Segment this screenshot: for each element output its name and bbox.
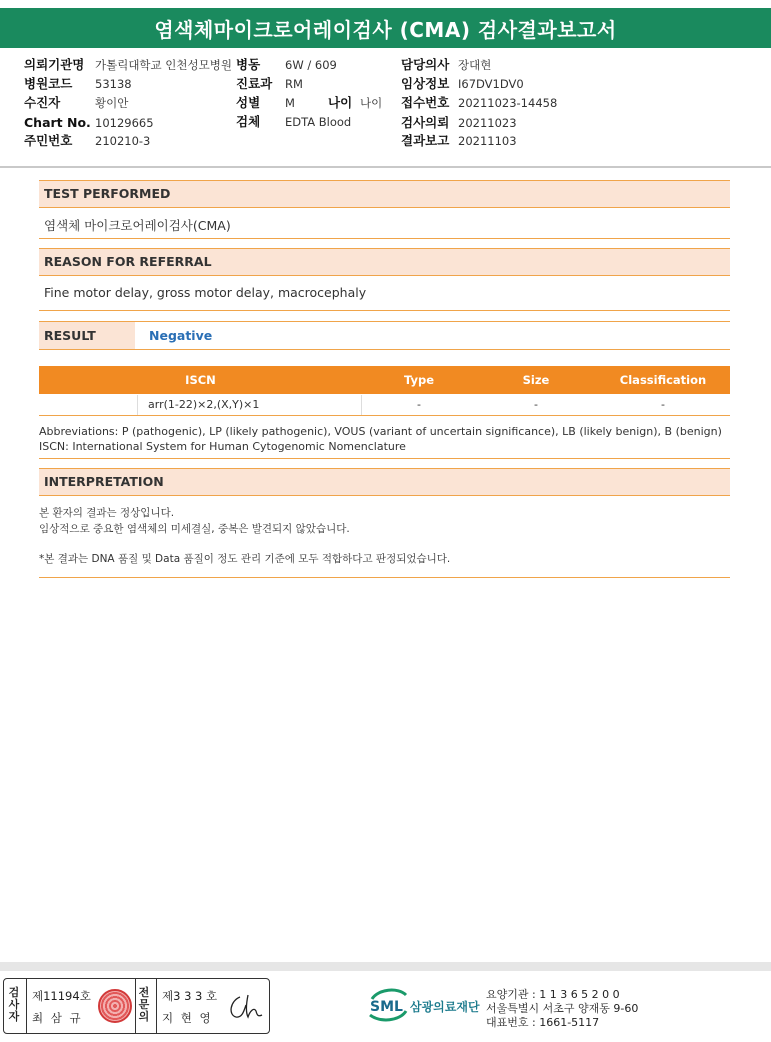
cell-size: - bbox=[534, 398, 538, 411]
sml-logo-icon bbox=[366, 985, 410, 1023]
test-performed-header: TEST PERFORMED bbox=[39, 180, 730, 208]
info-value: 20211023 bbox=[458, 116, 517, 130]
info-label: 담당의사 bbox=[401, 57, 450, 72]
info-value: 장대현 bbox=[458, 58, 492, 72]
age-value: 나이 bbox=[360, 96, 383, 110]
info-value: 6W / 609 bbox=[285, 58, 337, 72]
cell-iscn: arr(1-22)×2,(X,Y)×1 bbox=[137, 395, 362, 415]
seal-stamp bbox=[98, 989, 132, 1023]
info-label: 병원코드 bbox=[24, 76, 73, 91]
info-divider bbox=[0, 166, 771, 168]
age-label: 나이 bbox=[328, 95, 353, 110]
examiner-label bbox=[8, 987, 22, 1023]
info-value: 20211103 bbox=[458, 134, 517, 148]
col-header-size: Size bbox=[522, 373, 550, 387]
info-label: 병동 bbox=[236, 57, 261, 72]
examiner-license: 제11194호 bbox=[32, 989, 91, 1003]
info-label: 주민번호 bbox=[24, 133, 73, 148]
reason-header: REASON FOR REFERRAL bbox=[39, 248, 730, 276]
box-divider bbox=[26, 979, 27, 1033]
cell-type: - bbox=[417, 398, 421, 411]
info-value: 53138 bbox=[95, 77, 132, 91]
footer-divider bbox=[0, 962, 771, 971]
info-label: 진료과 bbox=[236, 76, 273, 91]
table-row bbox=[39, 395, 730, 416]
info-value: 황이안 bbox=[95, 96, 129, 110]
info-label: 접수번호 bbox=[401, 95, 450, 110]
reviewer-label-text: 전문의 bbox=[138, 986, 150, 1023]
abbreviations-line: ISCN: International System for Human Cytogenomic Nomenclature bbox=[39, 440, 406, 453]
info-label: 수진자 bbox=[24, 95, 61, 110]
info-value: 가톨릭대학교 인천성모병원 bbox=[95, 58, 232, 72]
signature-box bbox=[3, 978, 270, 1034]
reviewer-label bbox=[138, 987, 152, 1023]
signature-icon bbox=[226, 991, 264, 1023]
info-value: 10129665 bbox=[95, 116, 154, 130]
section-rule bbox=[39, 310, 730, 311]
test-performed-text: 염색체 마이크로어레이검사(CMA) bbox=[44, 218, 231, 233]
interpretation-line: 임상적으로 중요한 염색체의 미세결실, 중복은 발견되지 않았습니다. bbox=[39, 523, 350, 535]
info-label: Chart No. bbox=[24, 115, 91, 130]
org-address: 서울특별시 서초구 양재동 9-60 bbox=[486, 1002, 639, 1015]
col-header-classification: Classification bbox=[619, 373, 707, 387]
interpretation-line: *본 결과는 DNA 품질 및 Data 품질이 정도 관리 기준에 모두 적합하다고 판정되었습니다. bbox=[39, 553, 451, 565]
examiner-name: 최 삼 규 bbox=[32, 1011, 83, 1025]
reason-text: Fine motor delay, gross motor delay, macrocephaly bbox=[44, 285, 367, 300]
info-value: EDTA Blood bbox=[285, 115, 352, 129]
section-rule bbox=[39, 238, 730, 239]
info-label: 결과보고 bbox=[401, 133, 450, 148]
box-divider bbox=[156, 979, 157, 1033]
info-value: RM bbox=[285, 77, 303, 91]
org-name: 삼광의료재단 bbox=[410, 1000, 480, 1014]
info-label: 검체 bbox=[236, 114, 261, 129]
section-rule bbox=[39, 577, 730, 578]
report-title: 염색체마이크로어레이검사 (CMA) 검사결과보고서 bbox=[154, 17, 617, 42]
section-rule bbox=[39, 458, 730, 459]
info-label: 임상정보 bbox=[401, 76, 450, 91]
box-divider bbox=[135, 979, 136, 1033]
info-value: I67DV1DV0 bbox=[458, 77, 524, 91]
result-table-header bbox=[39, 366, 730, 394]
report-title-bar bbox=[0, 8, 771, 48]
interpretation-line: 본 환자의 결과는 정상입니다. bbox=[39, 507, 175, 519]
patient-info-block bbox=[0, 52, 771, 164]
col-header-type: Type bbox=[403, 373, 434, 387]
info-label: 검사의뢰 bbox=[401, 115, 450, 130]
cell-classification: - bbox=[661, 398, 665, 411]
abbreviations-line: Abbreviations: P (pathogenic), LP (likely pathogenic), VOUS (variant of uncertain significance), LB (likely benign), B (benign) bbox=[39, 425, 722, 438]
reviewer-license: 제3 3 3 호 bbox=[162, 989, 218, 1003]
interpretation-header: INTERPRETATION bbox=[39, 468, 730, 496]
info-value: M bbox=[285, 96, 295, 110]
reviewer-name: 지 현 영 bbox=[162, 1011, 213, 1025]
org-phone: 대표번호 : 1661-5117 bbox=[486, 1016, 600, 1029]
info-label: 의뢰기관명 bbox=[24, 57, 85, 72]
sml-logo-text: SML bbox=[370, 999, 403, 1015]
info-value: 20211023-14458 bbox=[458, 96, 558, 110]
result-row bbox=[39, 321, 730, 350]
info-value: 210210-3 bbox=[95, 134, 151, 148]
examiner-label-text: 검사자 bbox=[8, 986, 20, 1023]
result-value: Negative bbox=[149, 328, 213, 343]
org-code: 요양기관 : 1 1 3 6 5 2 0 0 bbox=[486, 988, 620, 1001]
col-header-iscn: ISCN bbox=[185, 373, 216, 387]
result-label: RESULT bbox=[39, 322, 135, 349]
info-label: 성별 bbox=[236, 95, 261, 110]
